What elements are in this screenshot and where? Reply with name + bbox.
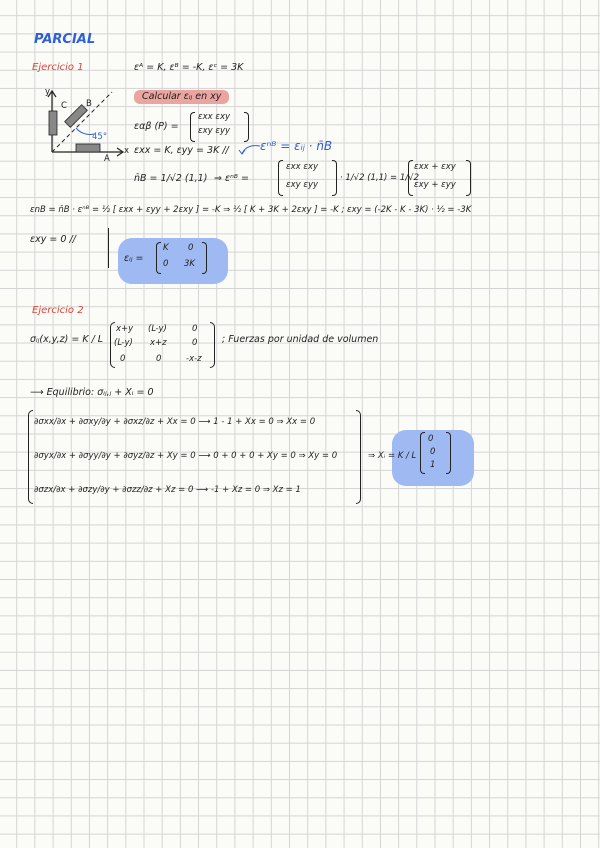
- gauge-b-label: B: [86, 99, 92, 109]
- nB-matrix-row-2: εxy εyy: [286, 180, 319, 190]
- rosette-diagram: [40, 84, 135, 169]
- stress-tensor-lhs: σᵢⱼ(x,y,z) = K / L: [30, 334, 104, 345]
- equilibrium-eq-1: ∂σxx/∂x + ∂σxy/∂y + ∂σxz/∂z + Xx = 0 ⟶ 1 - 1 + Xx = 0 ⇒ Xx = 0: [34, 417, 316, 427]
- stress-r1c3: 0: [192, 324, 198, 334]
- body-force-z: 1: [430, 460, 436, 470]
- axis-x-label: x: [124, 146, 130, 156]
- given-strains: εᴬ = K, εᴮ = -K, εᶜ = 3K: [134, 62, 244, 73]
- strain-result-r1c1: K: [163, 243, 169, 253]
- tensor-lhs: εαβ (P) =: [134, 121, 179, 132]
- exercise-1-heading: Ejercicio 1: [32, 62, 84, 73]
- strain-result-r2c2: 3K: [184, 259, 195, 269]
- strain-result-r2c1: 0: [163, 259, 169, 269]
- exx-eyy: εxx = K, εyy = 3K //: [134, 145, 229, 156]
- tensor-row-1: εxx εxy: [198, 112, 231, 122]
- strain-result-lhs: εᵢⱼ =: [124, 253, 144, 264]
- task-highlight: Calcular εᵢⱼ en xy: [134, 90, 229, 104]
- stress-r2c2: x+z: [150, 338, 167, 348]
- equilibrium-eq-2: ∂σyx/∂x + ∂σyy/∂y + ∂σyz/∂z + Xy = 0 ⟶ 0 + 0 + 0 + Xy = 0 ⇒ Xy = 0: [34, 451, 338, 461]
- tensor-row-2: εxy εyy: [198, 126, 231, 136]
- gauge-c-label: C: [61, 101, 67, 111]
- page-title: PARCIAL: [34, 32, 96, 47]
- nB-result-row-2: εxy + εyy: [414, 180, 456, 190]
- nB-equals: ⇒ εⁿᴮ =: [214, 173, 249, 184]
- axis-y-label: y: [45, 87, 51, 97]
- equilibrium-heading: ⟶ Equilibrio: σᵢⱼ,ⱼ + Xᵢ = 0: [30, 387, 154, 398]
- nB-vector: n̄B = 1/√2 (1,1): [134, 173, 208, 184]
- stress-r3c1: 0: [120, 354, 126, 364]
- stress-r2c1: (L-y): [114, 338, 133, 348]
- nB-matrix-row-1: εxx εxy: [286, 162, 319, 172]
- gauge-a-label: A: [104, 154, 110, 164]
- stress-r1c1: x+y: [116, 324, 134, 334]
- nB-result-row-1: εxx + εxy: [414, 162, 456, 172]
- nB-vector-product: · 1/√2 (1,1) = 1/√2: [340, 173, 419, 183]
- body-force-y: 0: [430, 447, 436, 457]
- body-forces-note: ; Fuerzas por unidad de volumen: [222, 334, 379, 345]
- strain-result-r1c2: 0: [188, 243, 194, 253]
- stress-r2c3: 0: [192, 338, 198, 348]
- annotation-arrow: [238, 142, 262, 156]
- body-force-x: 0: [428, 434, 434, 444]
- stress-r3c3: -x-z: [186, 354, 202, 364]
- body-force-result-lhs: ⇒ Xᵢ = K / L: [368, 451, 417, 461]
- equilibrium-eq-3: ∂σzx/∂x + ∂σzy/∂y + ∂σzz/∂z + Xz = 0 ⟶ -1 + Xz = 0 ⇒ Xz = 1: [34, 485, 301, 495]
- stress-r3c2: 0: [156, 354, 162, 364]
- blue-annotation: εⁿᴮ = εᵢⱼ · n̄B: [260, 139, 333, 153]
- angle-label: 45°: [92, 132, 108, 142]
- eB-equation: εnB = n̄B · εⁿᴮ = ½ [ εxx + εyy + 2εxy ] = -K ⇒ ½ [ K + 3K + 2εxy ] = -K ; εxy = (-2K - K - 3K) · ½ = -3K: [30, 205, 472, 215]
- stress-r1c2: (L-y): [148, 324, 167, 334]
- exy-zero: εxy = 0 //: [30, 234, 76, 245]
- exercise-2-heading: Ejercicio 2: [32, 305, 84, 316]
